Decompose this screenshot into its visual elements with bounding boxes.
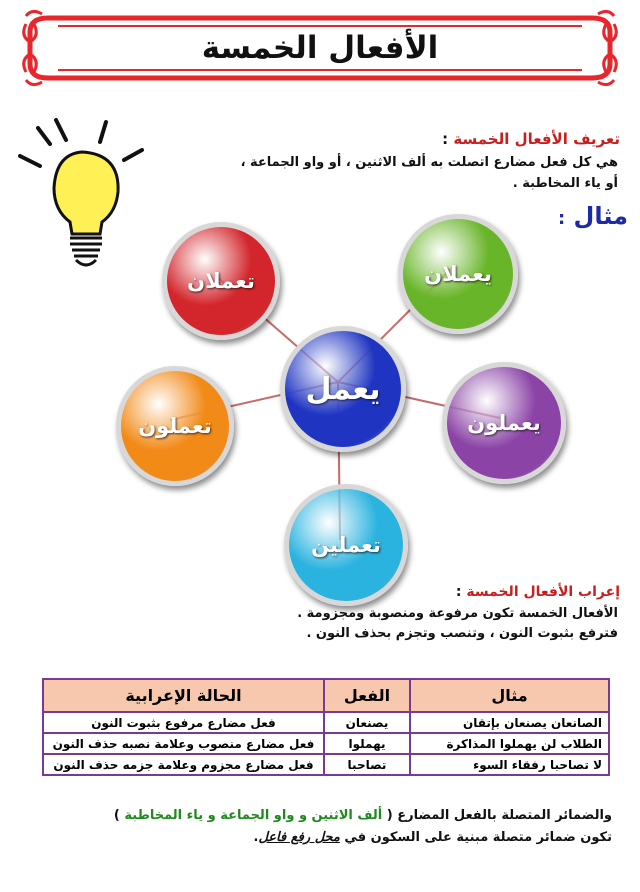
footer-line-1-pronouns: ألف الاثنين و واو الجماعة و ياء المخاطبة (119, 808, 387, 823)
footer-line-1-suffix: ) (113, 808, 120, 823)
footer-line-2-suffix: . (253, 830, 259, 845)
footer-line-2-underlined: محل رفع فاعل (258, 830, 340, 845)
table-row (43, 733, 609, 754)
bubble-yaamaloon-label: يعملون (467, 411, 541, 435)
table-cell-verb: يهملوا (324, 733, 410, 754)
footer-line-2 (32, 830, 612, 845)
erab-heading-text: إعراب الأفعال الخمسة (466, 584, 620, 600)
table-header-case: الحالة الإعرابية (43, 679, 324, 712)
table-cell-case: فعل مضارع منصوب وعلامة نصبه حذف النون (43, 733, 324, 754)
definition-colon: : (442, 130, 449, 148)
table-cell-verb: يصنعان (324, 712, 410, 733)
footer-line-2-prefix: تكون ضمائر متصلة مبنية على السكون في (339, 830, 612, 845)
bubble-taamaloon-label: تعملون (138, 414, 212, 438)
example-colon: : (557, 208, 566, 229)
example-label-text: مثال (573, 202, 628, 230)
bubble-taamaleen (284, 484, 408, 606)
bubble-taamalan (162, 222, 280, 340)
table-row (43, 754, 609, 775)
table-cell-case: فعل مضارع مجزوم وعلامة جزمه حذف النون (43, 754, 324, 775)
bubble-taamalan-label: تعملان (187, 269, 255, 293)
bubble-yaamalan-label: يعملان (424, 262, 492, 286)
examples-table (42, 678, 610, 776)
table-cell-example: الصانعان يصنعان بإتقان (410, 712, 609, 733)
table-cell-verb: تصاحبا (324, 754, 410, 775)
page-title: الأفعال الخمسة (201, 30, 439, 66)
definition-line-2: أو ياء المخاطبة . (512, 176, 618, 191)
table-cell-case: فعل مضارع مرفوع بثبوت النون (43, 712, 324, 733)
footer-line-1 (32, 806, 612, 826)
table-row (43, 712, 609, 733)
erab-heading (456, 584, 620, 600)
bubble-yaamaloon (442, 362, 566, 484)
bubble-center-label: يعمل (305, 371, 381, 407)
bubble-yaamal-center (280, 326, 406, 452)
erab-line-1: الأفعال الخمسة تكون مرفوعة ومنصوبة ومجزومة . (297, 606, 618, 621)
footer-line-1-prefix: والضمائر المتصلة بالفعل المضارع ( (386, 808, 612, 823)
table-cell-example: لا تصاحبا رفقاء السوء (410, 754, 609, 775)
table-header-example: مثال (410, 679, 609, 712)
erab-colon: : (455, 584, 462, 600)
bubble-yaamalan (398, 214, 518, 334)
erab-body (238, 604, 618, 644)
definition-line-1: هي كل فعل مضارع اتصلت به ألف الاثنين ، أو واو الجماعة ، (240, 155, 618, 170)
table-header-row (43, 679, 609, 712)
definition-heading-text: تعريف الأفعال الخمسة (453, 130, 620, 148)
table-cell-example: الطلاب لن يهملوا المذاكرة (410, 733, 609, 754)
table-header-verb: الفعل (324, 679, 410, 712)
erab-line-2: فترفع بثبوت النون ، وتنصب وتجزم بحذف النون . (306, 626, 618, 641)
bubble-taamaloon (116, 366, 234, 486)
bubble-taamaleen-label: تعملين (311, 533, 381, 557)
